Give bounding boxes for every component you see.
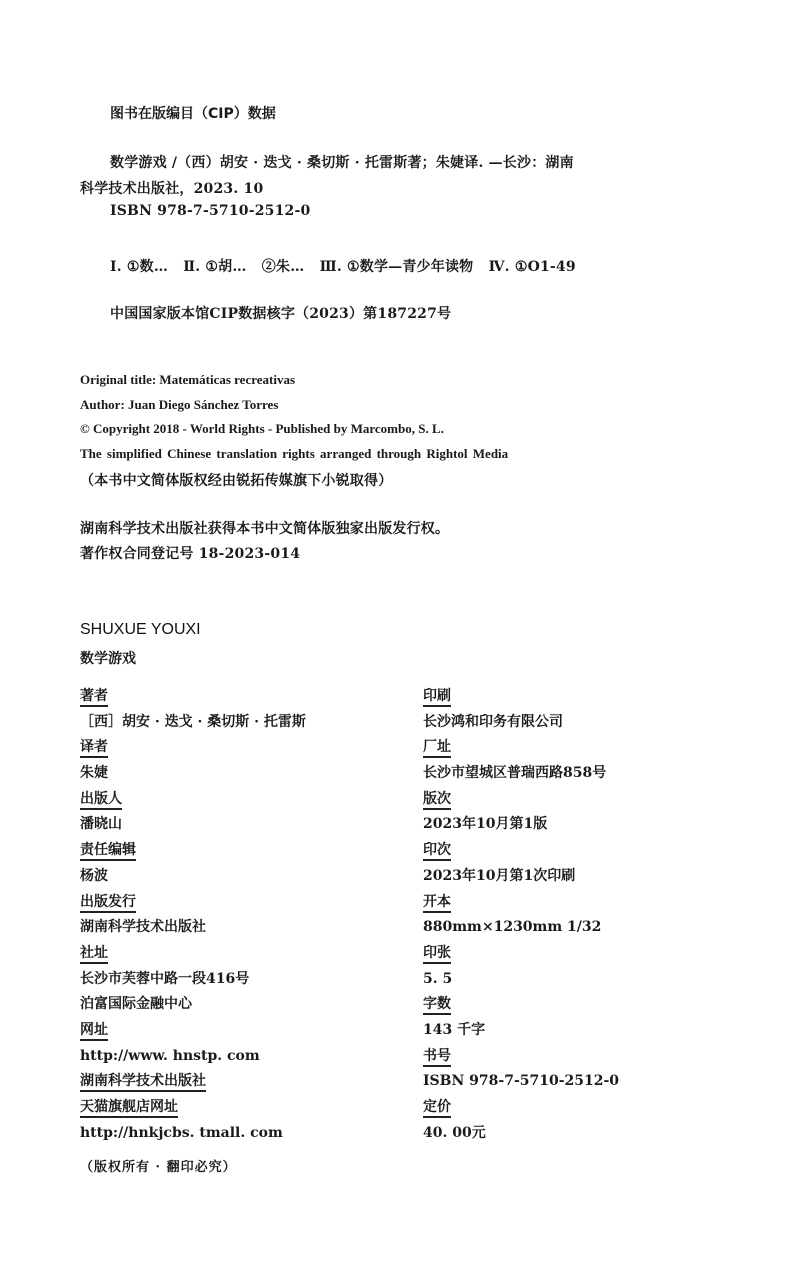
field-value bbox=[80, 915, 306, 941]
cip-library-record: 中国国家版本馆CIP数据核字（2023）第187227号 bbox=[110, 306, 452, 322]
field-value-text: ISBN 978-7-5710-2512-0 bbox=[423, 1073, 620, 1090]
field-value bbox=[80, 864, 306, 890]
field-label bbox=[80, 684, 306, 710]
field-value bbox=[423, 864, 619, 890]
field-label bbox=[80, 735, 306, 761]
field-label-text: 出版发行 bbox=[80, 894, 136, 913]
field-label bbox=[423, 1095, 619, 1121]
cip-entry-line1: 数学游戏 /（西）胡安 · 迭戈 · 桑切斯 · 托雷斯著；朱婕译. —长沙：湖南 bbox=[110, 155, 574, 171]
field-value-text: 2023年10月第1版 bbox=[423, 816, 548, 833]
field-value bbox=[423, 710, 619, 736]
imprint-left-column bbox=[80, 684, 306, 1146]
field-label-text: 印次 bbox=[423, 842, 451, 861]
field-label-text: 书号 bbox=[423, 1048, 451, 1067]
exclusive-license: 湖南科学技术出版社获得本书中文简体版独家出版发行权。 bbox=[80, 521, 450, 537]
book-title: 数学游戏 bbox=[80, 651, 136, 667]
field-value-text: 长沙市望城区普瑞西路858号 bbox=[423, 765, 607, 782]
field-value-text: http://hnkjcbs. tmall. com bbox=[80, 1124, 283, 1141]
field-label bbox=[80, 838, 306, 864]
field-label-text: 译者 bbox=[80, 739, 108, 758]
field-value bbox=[80, 967, 306, 993]
field-value bbox=[80, 812, 306, 838]
field-label bbox=[80, 787, 306, 813]
field-value bbox=[423, 1121, 619, 1147]
cip-entry-line2: 科学技术出版社，2023. 10 bbox=[80, 181, 264, 197]
rights-reserved: （版权所有 · 翻印必究） bbox=[80, 1160, 237, 1175]
translation-rights-cn: （本书中文简体版权经由锐拓传媒旗下小锐取得） bbox=[80, 473, 393, 489]
field-value bbox=[423, 761, 619, 787]
field-value bbox=[80, 1044, 306, 1070]
field-label bbox=[423, 890, 619, 916]
field-value bbox=[423, 1069, 619, 1095]
field-label-text: 责任编辑 bbox=[80, 842, 136, 861]
field-value-text: 长沙市芙蓉中路一段416号 bbox=[80, 970, 250, 987]
field-value-text: 40. 00元 bbox=[423, 1124, 486, 1141]
field-label bbox=[80, 1018, 306, 1044]
translation-rights: The simplified Chinese translation rights arranged through Rightol Media bbox=[80, 446, 509, 461]
field-label bbox=[423, 787, 619, 813]
field-label bbox=[80, 890, 306, 916]
field-value-text: 5. 5 bbox=[423, 970, 453, 987]
field-label-text: 印刷 bbox=[423, 688, 451, 707]
field-label-text: 定价 bbox=[423, 1099, 451, 1118]
field-label bbox=[423, 735, 619, 761]
original-author: Author: Juan Diego Sánchez Torres bbox=[80, 397, 279, 412]
field-value bbox=[80, 1121, 306, 1147]
field-value bbox=[423, 967, 619, 993]
field-value-text: 朱婕 bbox=[80, 765, 108, 782]
field-value bbox=[80, 992, 306, 1018]
field-value bbox=[80, 761, 306, 787]
field-label-text: 厂址 bbox=[423, 739, 451, 758]
field-label bbox=[423, 1044, 619, 1070]
copyright-notice: © Copyright 2018 - World Rights - Published by Marcombo, S. L. bbox=[80, 421, 444, 436]
field-label-text: 字数 bbox=[423, 996, 451, 1015]
field-value-text: 143 千字 bbox=[423, 1021, 486, 1038]
field-value bbox=[423, 812, 619, 838]
field-label bbox=[423, 941, 619, 967]
field-value-text: 湖南科学技术出版社 bbox=[80, 919, 206, 936]
field-value-text: 880mm×1230mm 1/32 bbox=[423, 919, 602, 936]
field-label-text: 版次 bbox=[423, 791, 451, 810]
field-label-text: 天猫旗舰店网址 bbox=[80, 1099, 178, 1118]
pinyin-title: SHUXUE YOUXI bbox=[80, 621, 201, 638]
field-label-text: 开本 bbox=[423, 894, 451, 913]
original-title: Original title: Matemáticas recreativas bbox=[80, 372, 296, 387]
field-value-text: 杨波 bbox=[80, 867, 108, 884]
field-label-text: 出版人 bbox=[80, 791, 122, 810]
field-value-text: 长沙鸿和印务有限公司 bbox=[423, 713, 563, 730]
cip-classification: Ⅰ. ①数… Ⅱ. ①胡… ②朱… Ⅲ. ①数学—青少年读物 Ⅳ. ①O1-49 bbox=[110, 259, 576, 275]
field-label-text: 社址 bbox=[80, 945, 108, 964]
field-label bbox=[80, 1069, 306, 1095]
copyright-registration: 著作权合同登记号 18-2023-014 bbox=[80, 546, 301, 562]
field-label bbox=[80, 941, 306, 967]
field-label bbox=[423, 684, 619, 710]
field-value-text: http://www. hnstp. com bbox=[80, 1047, 260, 1064]
field-label bbox=[80, 1095, 306, 1121]
field-value-text: 泊富国际金融中心 bbox=[80, 996, 192, 1013]
field-label bbox=[423, 838, 619, 864]
field-value bbox=[80, 710, 306, 736]
field-label bbox=[423, 992, 619, 1018]
field-label-text: 湖南科学技术出版社 bbox=[80, 1073, 206, 1092]
field-label-text: 印张 bbox=[423, 945, 451, 964]
field-value bbox=[423, 915, 619, 941]
imprint-right-column bbox=[423, 684, 619, 1146]
field-value bbox=[423, 1018, 619, 1044]
field-label-text: 著者 bbox=[80, 688, 108, 707]
field-label-text: 网址 bbox=[80, 1022, 108, 1041]
field-value-text: 潘晓山 bbox=[80, 816, 122, 833]
field-value-text: ［西］胡安 · 迭戈 · 桑切斯 · 托雷斯 bbox=[80, 713, 306, 730]
cip-heading: 图书在版编目（CIP）数据 bbox=[110, 106, 276, 122]
field-value-text: 2023年10月第1次印刷 bbox=[423, 867, 576, 884]
cip-isbn: ISBN 978-7-5710-2512-0 bbox=[110, 203, 311, 219]
